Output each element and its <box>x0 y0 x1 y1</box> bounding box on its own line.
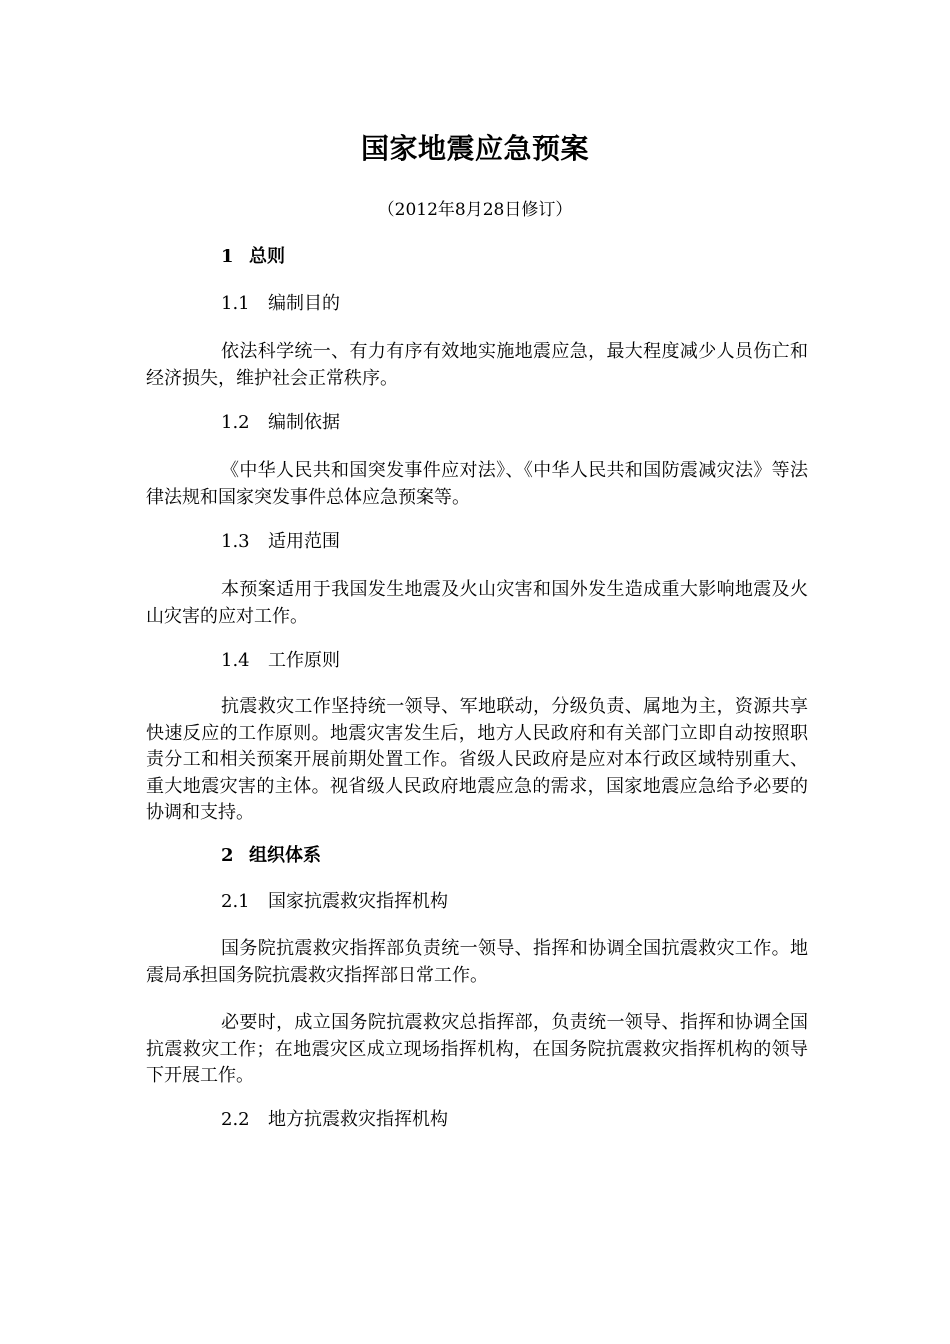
subsection-heading <box>221 410 340 436</box>
subsection-number: 2.1 <box>221 891 250 912</box>
subsection-title: 编制目的 <box>268 293 340 314</box>
body-paragraph: 本预案适用于我国发生地震及火山灾害和国外发生造成重大影响地震及火山灾害的应对工作。 <box>146 579 808 627</box>
body-paragraph: 依法科学统一、有力有序有效地实施地震应急，最大程度减少人员伤亡和经济损失，维护社会正常秩序。 <box>146 341 808 389</box>
subsection-heading <box>221 291 340 317</box>
body-paragraph: 《中华人民共和国突发事件应对法》、《中华人民共和国防震减灾法》等法律法规和国家突发事件总体应急预案等。 <box>146 460 808 508</box>
subsection-number: 1.1 <box>221 293 250 314</box>
subsection-heading <box>221 889 448 915</box>
subsection-title: 国家抗震救灾指挥机构 <box>268 891 448 912</box>
subsection-number: 1.2 <box>221 412 250 433</box>
subsection-number: 2.2 <box>221 1109 250 1130</box>
subsection-title: 编制依据 <box>268 412 340 433</box>
section-title: 总则 <box>249 246 285 267</box>
section-heading <box>221 244 285 270</box>
subsection-heading <box>221 648 340 674</box>
body-paragraph: 抗震救灾工作坚持统一领导、军地联动，分级负责、属地为主，资源共享快速反应的工作原则。地震灾害发生后，地方人民政府和有关部门立即自动按照职责分工和相关预案开展前期处置工作。省级人民政府是应对本行政区域特别重大、重大地震灾害的主体。视省级人民政府地震应急的需求，国家地震应急给予必要的协调和支持。 <box>146 696 808 823</box>
section-number: 2 <box>221 845 234 866</box>
section-heading <box>221 843 321 869</box>
document-title: 国家地震应急预案 <box>360 132 589 165</box>
subsection-title: 适用范围 <box>268 531 340 552</box>
subsection-title: 地方抗震救灾指挥机构 <box>268 1109 448 1130</box>
subsection-heading <box>221 1107 448 1133</box>
subsection-number: 1.3 <box>221 531 250 552</box>
section-title: 组织体系 <box>249 845 321 866</box>
body-paragraph: 国务院抗震救灾指挥部负责统一领导、指挥和协调全国抗震救灾工作。地震局承担国务院抗震救灾指挥部日常工作。 <box>146 938 808 986</box>
revision-date: （2012年8月28日修订） <box>377 200 573 220</box>
subsection-title: 工作原则 <box>268 650 340 671</box>
subsection-number: 1.4 <box>221 650 250 671</box>
subsection-heading <box>221 529 340 555</box>
section-number: 1 <box>221 246 234 267</box>
body-paragraph: 必要时，成立国务院抗震救灾总指挥部，负责统一领导、指挥和协调全国抗震救灾工作；在地震灾区成立现场指挥机构，在国务院抗震救灾指挥机构的领导下开展工作。 <box>146 1012 808 1086</box>
